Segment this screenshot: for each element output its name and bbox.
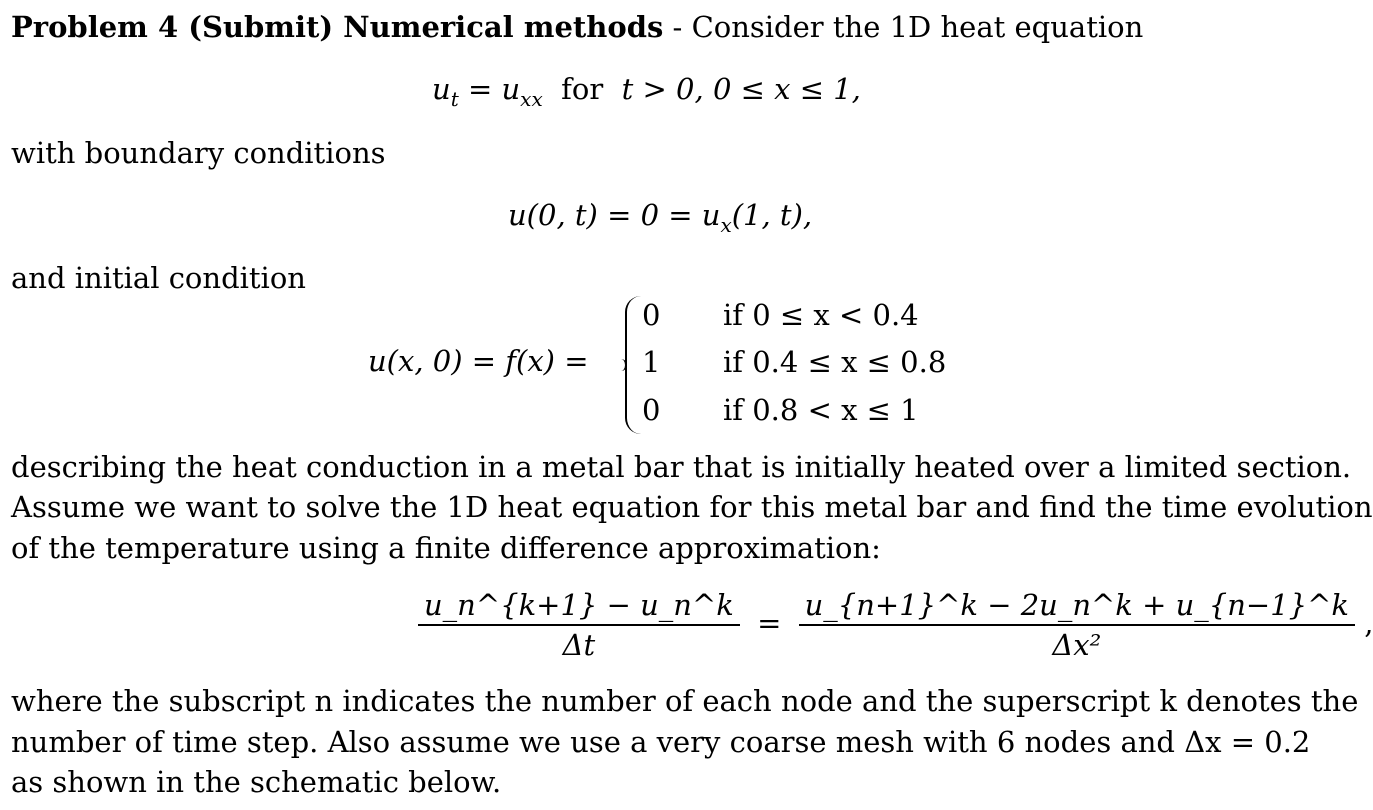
paragraph-line: describing the heat conduction in a metal bar that is initially heated over a limited section. (11, 450, 1352, 484)
pde-condition: t > 0, 0 ≤ x ≤ 1, (621, 72, 861, 106)
ic-label: and initial condition (11, 261, 306, 295)
pde-rhs-sub: xx (520, 86, 543, 111)
ic-case-value: 0 (642, 298, 661, 332)
fd-left-fraction (418, 588, 740, 662)
heat-equation (432, 72, 861, 111)
bc-main: u(0, t) = 0 = u (508, 198, 721, 232)
fd-left-numerator: u_n^{k+1} − u_n^k (424, 588, 734, 622)
bc-tail: (1, t), (731, 198, 813, 232)
ic-case-condition: if 0.4 ≤ x ≤ 0.8 (723, 345, 947, 379)
piecewise-brace (625, 296, 641, 434)
fd-equals: = (757, 606, 782, 640)
ic-case-condition: if 0.8 < x ≤ 1 (723, 393, 919, 427)
pde-eq: = (458, 72, 502, 106)
fd-left-denominator: Δt (418, 624, 740, 662)
paragraph-line: where the subscript n indicates the number of each node and the superscript k denotes the (11, 684, 1359, 718)
paragraph-line: number of time step. Also assume we use a very coarse mesh with 6 nodes and Δx = 0.2 (11, 725, 1311, 759)
bc-sub: x (720, 212, 732, 237)
paragraph-line: as shown in the schematic below. (11, 765, 502, 799)
bc-label: with boundary conditions (11, 136, 386, 170)
ic-case-value: 0 (642, 393, 661, 427)
pde-rhs: u (501, 72, 521, 106)
ic-case-value: 1 (642, 345, 661, 379)
ic-case-condition: if 0 ≤ x < 0.4 (723, 298, 919, 332)
fd-right-numerator: u_{n+1}^k − 2u_n^k + u_{n−1}^k (804, 588, 1349, 622)
pde-lhs-sub: t (450, 86, 459, 111)
boundary-condition (508, 198, 813, 237)
problem-intro: Consider the 1D heat equation (691, 10, 1144, 44)
ic-lhs: u(x, 0) = f(x) = (368, 344, 589, 378)
problem-header (11, 10, 1143, 44)
pde-lhs: u (432, 72, 451, 106)
finite-difference-equation (418, 588, 1373, 662)
pde-for: for (561, 72, 604, 106)
fd-right-denominator: Δx² (799, 624, 1355, 662)
paragraph-line: of the temperature using a finite difference approximation: (11, 531, 881, 565)
fd-comma: , (1364, 606, 1373, 640)
problem-title: Problem 4 (Submit) Numerical methods (11, 10, 664, 44)
title-separator: - (663, 10, 692, 44)
fd-right-fraction (799, 588, 1355, 662)
paragraph-line: Assume we want to solve the 1D heat equation for this metal bar and find the time evolution (11, 490, 1373, 524)
